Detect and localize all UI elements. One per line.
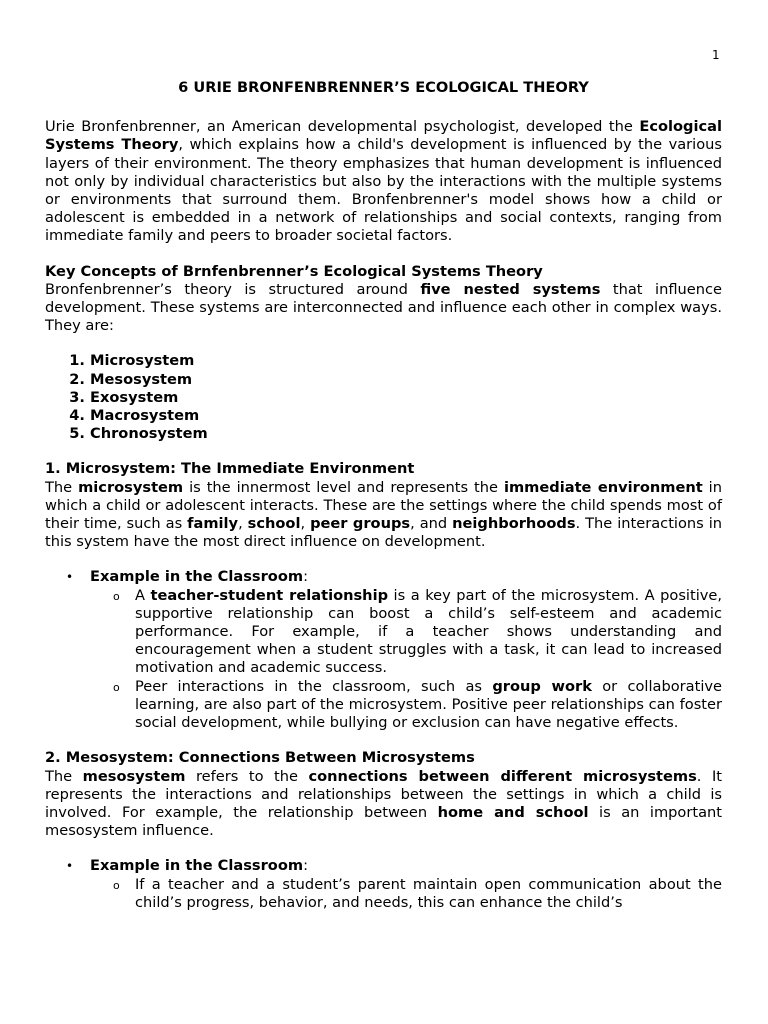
microsystem-subitem-teacher: o A teacher-student relationship is a key part of the microsystem. A positive, supportive relationship can boost a child’s self-esteem and academic performance. For example, if a teacher shows understanding and encouragement when a student struggles with a task, it can lead to increased motivation and academic success. xyxy=(113,586,723,677)
example-label: Example in the Classroom xyxy=(90,568,304,586)
microsystem-example-item: • Example in the Classroom: xyxy=(66,568,308,586)
circle-bullet-icon: o xyxy=(113,589,120,603)
intro-paragraph: Urie Bronfenbrenner, an American developmental psychologist, developed the Ecological Systems Theory, which explains how a child's development is influenced by the various layers of their environment. The theory emphasizes that human development is influenced not only by individual characteristics but also by the interactions with the multiple systems or environments that surround them. Bronfenbrenner's model shows how a child or adolescent is embedded in a network of relationships and social contexts, ranging from immediate family and peers to broader societal factors. xyxy=(45,118,722,245)
microsystem-heading: 1. Microsystem: The Immediate Environment xyxy=(45,460,415,478)
example-label: Example in the Classroom xyxy=(90,857,304,875)
list-item: 3. Exosystem xyxy=(90,389,722,407)
circle-bullet-icon: o xyxy=(113,878,120,892)
document-title: 6 URIE BRONFENBRENNER’S ECOLOGICAL THEORY xyxy=(178,79,589,96)
systems-list xyxy=(45,352,722,443)
list-item: 5. Chronosystem xyxy=(90,425,722,443)
list-item: 4. Macrosystem xyxy=(90,407,722,425)
mesosystem-subitem-communication: o If a teacher and a student’s parent maintain open communication about the child’s progress, behavior, and needs, this can enhance the child’s xyxy=(113,875,722,911)
bullet-icon: • xyxy=(66,859,74,874)
list-item: 2. Mesosystem xyxy=(90,371,722,389)
document-body xyxy=(45,79,722,912)
microsystem-subitem-peers: o Peer interactions in the classroom, such as group work or collaborative learning, are also part of the microsystem. Positive peer relationships can foster social development, while bullying or exclusion can have negative effects. xyxy=(113,677,722,732)
microsystem-paragraph: The microsystem is the innermost level and represents the immediate environment in which a child or adolescent interacts. These are the settings where the child spends most of their time, such as family, school, peer groups, and neighborhoods. The interactions in this system have the most direct influence on development. xyxy=(45,478,723,551)
circle-bullet-icon: o xyxy=(113,680,120,694)
list-item: 1. Microsystem xyxy=(90,352,722,370)
key-concepts-heading: Key Concepts of Brnfenbrenner’s Ecological Systems Theory xyxy=(45,262,543,280)
mesosystem-heading: 2. Mesosystem: Connections Between Microsystems xyxy=(45,749,475,767)
page-number: 1 xyxy=(712,48,720,62)
mesosystem-paragraph: The mesosystem refers to the connections between different microsystems. It represents the interactions and relationships between the settings in which a child is involved. For example, the relationship between home and school is an important mesosystem influence. xyxy=(45,767,722,840)
key-concepts-paragraph: Bronfenbrenner’s theory is structured around five nested systems that influence development. These systems are interconnected and influence each other in complex ways. They are: xyxy=(45,280,722,335)
bullet-icon: • xyxy=(66,570,74,585)
mesosystem-example-item: • Example in the Classroom: xyxy=(66,857,308,875)
